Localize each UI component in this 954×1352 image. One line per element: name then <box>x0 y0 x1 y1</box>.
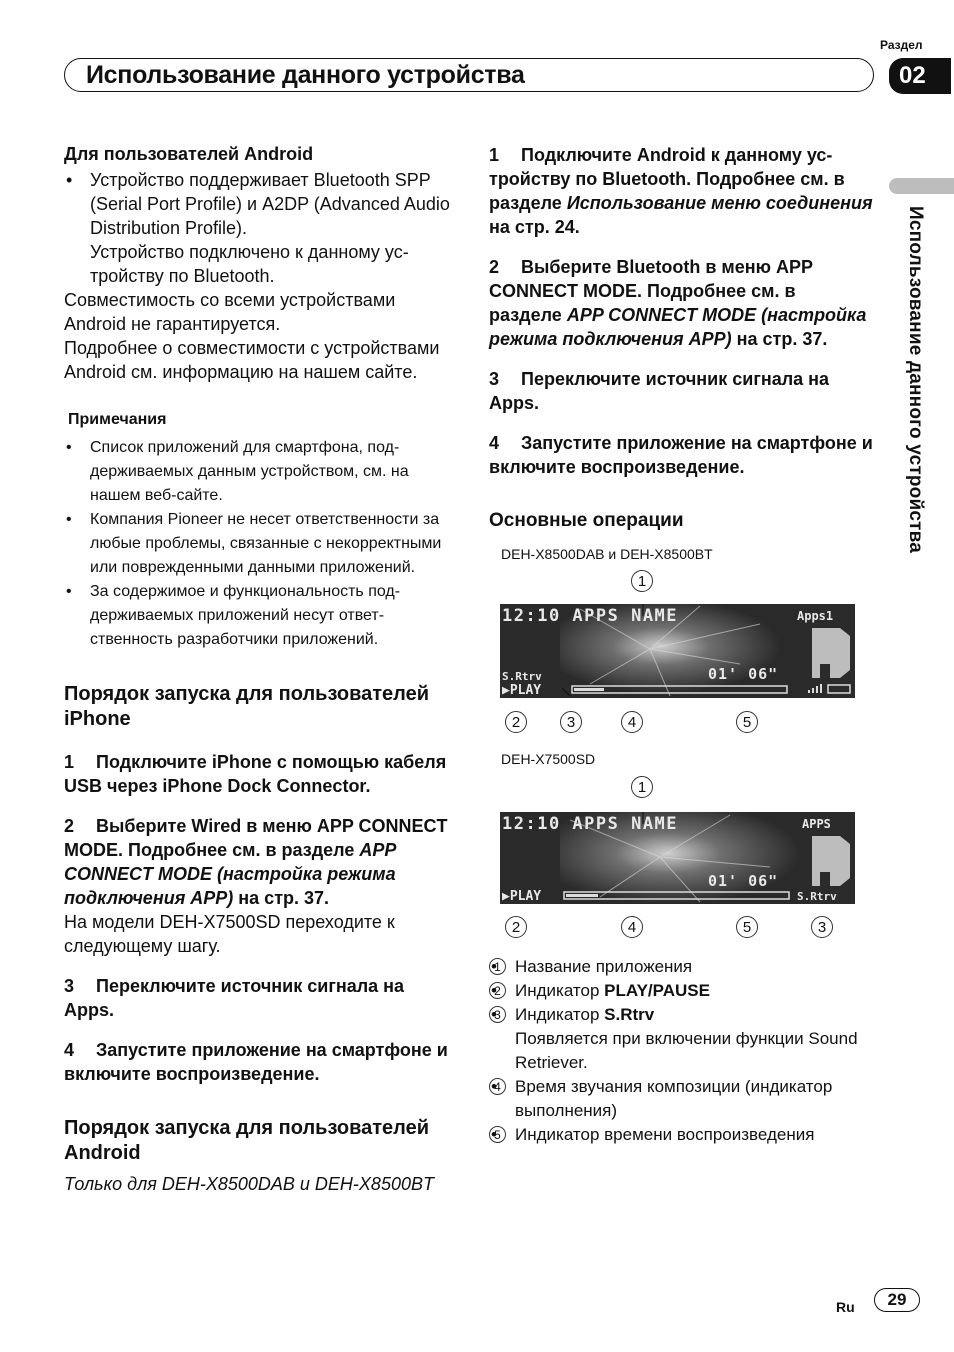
side-chapter-title: Использование данного устройства <box>905 206 926 554</box>
display1-model: DEH-X8500DAB и DEH-X8500BT <box>501 546 713 562</box>
step-text: Запустите приложение на смартфоне и включите воспроизведение. <box>489 433 873 477</box>
step-page-ref: на стр. 37. <box>731 329 828 349</box>
step-xref: APP CONNECT MODE (настройка режима подключения APP) <box>489 305 867 349</box>
display-srtrv: S.Rtrv <box>502 670 542 683</box>
callout-2: 2 <box>505 916 527 938</box>
legend-number: • 3 <box>489 1006 506 1023</box>
display-top-text: 12:10 APPS NAME <box>502 606 679 626</box>
android-step-3 <box>489 367 873 415</box>
android-bullet-text-2: Устройство подключено к данному устройству по Bluetooth. <box>90 242 409 286</box>
phone-glyph-icon <box>812 628 850 678</box>
step-number: 1 <box>489 145 500 165</box>
callout-4: 4 <box>621 916 643 938</box>
android-bullet-text: • Устройство поддерживает Bluetooth SPP (Serial Port Profile) и A2DP (Advanced Audio Distribution Profile). <box>90 170 450 238</box>
iphone-step-4 <box>64 1038 456 1086</box>
callout-4: 4 <box>621 711 643 733</box>
step-number: 2 <box>64 816 75 836</box>
step-number: 4 <box>489 433 500 453</box>
iphone-step-2 <box>64 814 456 910</box>
step-page-ref: на стр. 37. <box>233 888 330 908</box>
legend-text: Индикатор <box>515 1005 605 1024</box>
legend-number: • 5 <box>489 1126 506 1143</box>
list-item <box>64 168 456 288</box>
iphone-step-1 <box>64 750 456 798</box>
callout-5: 5 <box>736 711 758 733</box>
step-number: 1 <box>64 752 75 772</box>
step-number: 4 <box>64 1040 75 1060</box>
display-top-text: 12:10 APPS NAME <box>502 814 679 834</box>
step-text: Запустите приложение на смартфоне и включите воспроизведение. <box>64 1040 448 1084</box>
callout-5: 5 <box>736 916 758 938</box>
display2-model: DEH-X7500SD <box>501 751 596 767</box>
side-tab <box>889 178 954 194</box>
legend-item <box>489 979 881 1003</box>
legend-text: Время звучания композиции (индикатор выполнения) <box>515 1077 833 1120</box>
android-step-1 <box>489 143 873 239</box>
step-text: Переключите источник сигнала на Apps. <box>489 369 830 413</box>
legend-number: • 4 <box>489 1078 506 1095</box>
legend-item <box>489 1075 881 1123</box>
legend-list <box>489 955 881 1147</box>
chapter-number: 02 <box>889 58 951 94</box>
callout-3: 3 <box>811 916 833 938</box>
phone-glyph-icon <box>812 836 850 886</box>
legend-text: Название приложения <box>515 957 693 976</box>
display-time: 01' 06" <box>708 665 779 683</box>
android-para-1: Совместимость со всеми устройствами Android не гарантируется. <box>64 290 396 334</box>
display1-screen <box>500 604 855 698</box>
iphone-heading: Порядок запуска для пользователей iPhone <box>64 683 430 730</box>
progress-fill <box>566 894 598 897</box>
step-text: Подключите iPhone с помощью кабеля USB через iPhone Dock Connector. <box>64 752 447 796</box>
step-number: 3 <box>64 976 75 996</box>
note-item: • Компания Pioneer не несет ответственности за любые проблемы, связанные с некорректными или поврежденными данными приложений. <box>64 508 456 580</box>
basic-ops-heading: Основные операции <box>489 510 684 531</box>
notes-title: Примечания <box>68 411 167 428</box>
legend-bold: S.Rtrv <box>604 1005 655 1024</box>
android-para-2: Подробнее о совместимости с устройствами Android см. информацию на нашем сайте. <box>64 338 440 382</box>
step-text: Подключите Android к данному устройству по Bluetooth. Подробнее см. в разделе <box>489 145 845 213</box>
right-column <box>489 143 873 533</box>
iphone-step-3 <box>64 974 456 1022</box>
step-xref: Использование меню соединения <box>566 193 873 213</box>
display-badge: APPS <box>802 817 831 831</box>
page-title: Использование данного устройства <box>86 61 525 89</box>
android-start-heading: Порядок запуска для пользователей Android <box>64 1117 430 1164</box>
note-item: • За содержимое и функциональность поддерживаемых приложений несут ответственность разработчики приложений. <box>64 580 456 652</box>
legend-text: Индикатор <box>515 981 605 1000</box>
language-code: Ru <box>836 1299 855 1315</box>
step-text: Выберите Wired в меню APP CONNECT MODE. Подробнее см. в разделе <box>64 816 448 860</box>
display-srtrv: S.Rtrv <box>797 890 837 903</box>
step-xref: APP CONNECT MODE (настройка режима подключения APP) <box>64 840 396 908</box>
progress-fill <box>574 688 604 691</box>
android-heading: Для пользователей Android <box>64 144 314 164</box>
legend-subtext: Появляется при включении функции Sound Retriever. <box>515 1029 858 1072</box>
section-label: Раздел <box>880 38 923 52</box>
step-number: 2 <box>489 257 500 277</box>
android-start-note: Только для DEH-X8500DAB и DEH-X8500BT <box>64 1174 434 1194</box>
note-item: • Список приложений для смартфона, поддерживаемых данным устройством, см. на нашем веб-сайте. <box>64 436 456 508</box>
callout-1: 1 <box>631 776 653 798</box>
callout-3: 3 <box>560 711 582 733</box>
display-time: 01' 06" <box>708 872 779 890</box>
step-number: 3 <box>489 369 500 389</box>
step-page-ref: на стр. 24. <box>489 217 580 237</box>
left-column <box>64 142 456 1196</box>
legend-number: • 1 <box>489 958 506 975</box>
page-number: 29 <box>874 1288 920 1312</box>
step-text: Выберите Bluetooth в меню APP CONNECT MODE. Подробнее см. в разделе <box>489 257 813 325</box>
display-badge: Apps1 <box>797 609 834 623</box>
display2-screen <box>500 812 855 904</box>
legend-bold: PLAY/PAUSE <box>604 981 710 1000</box>
step-text: Переключите источник сигнала на Apps. <box>64 976 405 1020</box>
callout-2: 2 <box>505 711 527 733</box>
display-play: ▶PLAY <box>502 889 542 904</box>
android-step-2 <box>489 255 873 351</box>
legend-item <box>489 1003 881 1075</box>
display-play: ▶PLAY <box>502 683 542 698</box>
android-step-4 <box>489 431 873 479</box>
iphone-step-2-note: На модели DEH-X7500SD переходите к следующему шагу. <box>64 912 395 956</box>
callout-1: 1 <box>631 570 653 592</box>
legend-number: • 2 <box>489 982 506 999</box>
legend-item <box>489 1123 881 1147</box>
legend-item <box>489 955 881 979</box>
legend-text: Индикатор времени воспроизведения <box>515 1125 815 1144</box>
